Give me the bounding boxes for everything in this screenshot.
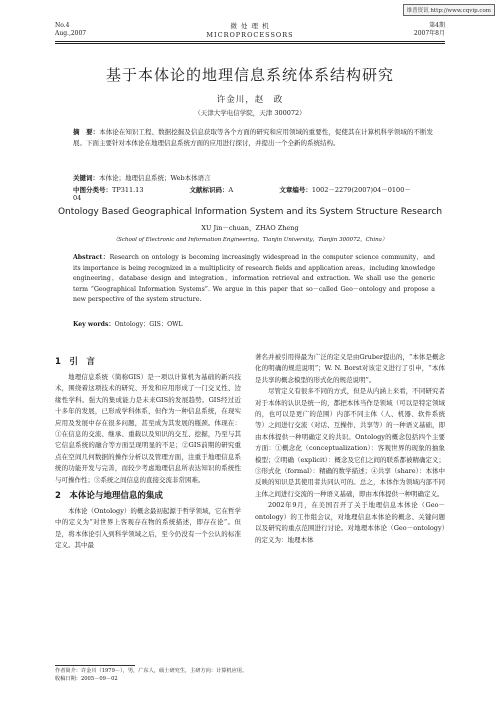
- right-paragraph-2: 尽管定义有很多不同的方式，但是从内涵上来看，不同研究者对于本体的认识是统一的，都把本体当作是领域（可以是特定领域的，也可以是更广的范围）内部不同主体（人、机器、软件系统等）之间进行交流（对话、互操作、共享等）的一种语义基础，即由本体提供一种明确定义的共识。Ontology的概念包括四个主要方面：①概念化（conceptualization）：客观世界的现象的抽象模型；②明确（explicit）：概念及它们之间的联系都被精确定义；③形式化（formal）：精确的数学描述；④共享（share）：本体中反映的知识是其使用者共同认可的。总之，本体作为领域内部不同主体之间进行交流的一种语义基础，即由本体提供一种明确定义。: [255, 387, 445, 498]
- header-issue-date-cn: 2007年8月: [413, 30, 445, 37]
- section-2-paragraph: 本体论（Ontology）的概念最初起源于哲学领域，它在哲学中的定义为“对世界上客观存在物的系统描述，即存在论”。但是，将本体论引入到科学领域之后，至今仍没有一个公认的标准定义。其中最: [55, 507, 241, 550]
- header-issue-number: No.4: [55, 22, 70, 29]
- section-1-heading: 1 引 言: [55, 357, 95, 367]
- footnote: [55, 668, 445, 683]
- abstract-en-text: Research on ontology is becoming increasingly widespread in the computer science community，and its importance is being recognized in a multiplicity of research fields and application areas，including knowledge engineering，database design and integration，information retrieval and extraction. We shall use the generic term “Geographical Information Systems”. We argue in this paper that so－called Geo－ontology and propose a new perspective of the system structure.: [73, 254, 435, 304]
- paper-authors: 许金川，赵 政: [216, 95, 284, 105]
- right-paragraph-1: 著名并被引用得最为广泛的定义是由Gruber提出的，“本体是概念化的明确的规范说明”；W. N. Borst对该定义进行了引申，“本体是共享的概念模型的形式化的规范说明”。: [255, 353, 445, 384]
- paper-affiliation-en: （School of Electronic and Information Engineering，Tianjin University，Tianjin 300072，China）: [112, 237, 388, 243]
- abstract-en: [73, 253, 435, 306]
- section-1-paragraph: 地理信息系统（简称GIS）是一项以计算机为基础的新兴技术，围绕着这项技术的研究、开发和应用形成了一门交叉性、边缘性学科。强大的集成能力是未来GIS的发展趋势。GIS经过近十多年的发展，已形成学科体系，但作为一种信息系统，在现实应用及发展中存在很多问题，甚至成为其发展的瓶颈。体现在：①在信息的交流、继承、重载以及知识的交互、挖掘，乃至与其它信息系统的融合等方面呈现明显的不足；②GIS前期的研究重点在空间几何数据的操作分析以及管理方面，注重于地理信息系统的功能开发与完善，而较少考虑地理信息所表达知识的系统性与可操作性；③系统之间信息的直接交流非常困难。: [55, 373, 241, 484]
- source-stamp: 维普资讯 http://www.cqvip.com: [403, 4, 495, 16]
- keywords-en-text: Ontology；GIS；OWL: [114, 321, 183, 328]
- right-paragraph-3: 2002年9月，在美国召开了关于地理信息本体论（Geo－ontology）的工作组会议，对地理信息本体论的概念、关键问题以及研究的重点范围进行讨论。对地理本体论（Geo－ontology）的定义为：地理本体: [255, 501, 445, 544]
- paper-authors-en: XU Jin－chuan，ZHAO Zheng: [201, 224, 299, 232]
- abstract-en-label: Abstract：: [73, 254, 110, 261]
- abstract-label: 摘 要：: [73, 128, 100, 136]
- received-date: 收稿日期：2005－09－02: [55, 675, 118, 682]
- article-number: 文章编号：1002－2279(2007)04－0100－04: [73, 186, 411, 202]
- left-column: [55, 352, 241, 552]
- classification-line: [73, 185, 433, 202]
- paper-title-en: Ontology Based Geographical Information System and its System Structure Research: [57, 207, 443, 217]
- journal-name-cn: 微 处 理 机: [230, 22, 270, 30]
- keywords-en: [73, 319, 435, 328]
- right-column: [255, 352, 445, 546]
- header-issue-date: Aug.,2007: [55, 30, 87, 37]
- journal-name-en: MICROPROCESSORS: [206, 30, 294, 39]
- header-issue-cn: [414, 22, 445, 38]
- clc-number: 中图分类号：TP311.13: [73, 186, 144, 194]
- footnote-rule: [55, 665, 135, 666]
- paper-affiliation: （天津大学电信学院，天津 300072）: [194, 109, 306, 117]
- header-rule: [55, 41, 445, 42]
- abstract-text: 本体论在知识工程、数据挖掘及信息获取等各个方面的研究和应用领域的重要性，促使其在计算机科学领域的不断发展。下面主要针对本体论在地理信息系统方面的应用进行探讨，并提出一个全新的系统结构。: [73, 128, 434, 147]
- author-bio: 作者简介：许金川（1979－），男，广东人，硕士研究生，主研方向：计算机应用。: [55, 668, 248, 674]
- doc-code: 文献标识码：A: [189, 186, 234, 194]
- keywords-text: 本体论；地理信息系统；Web本体语言: [99, 174, 211, 182]
- keywords-cn: [73, 173, 433, 182]
- keywords-en-label: Key words：: [73, 321, 115, 328]
- section-2-heading: 2 本体论与地理信息的集成: [55, 491, 163, 502]
- header-issue-number-cn: 第4期: [429, 22, 445, 29]
- abstract-cn: [73, 127, 433, 149]
- keywords-label: 关键词：: [73, 174, 99, 182]
- paper-title: 基于本体论的地理信息系统体系结构研究: [105, 66, 394, 84]
- header-rule-thin: [55, 43, 445, 44]
